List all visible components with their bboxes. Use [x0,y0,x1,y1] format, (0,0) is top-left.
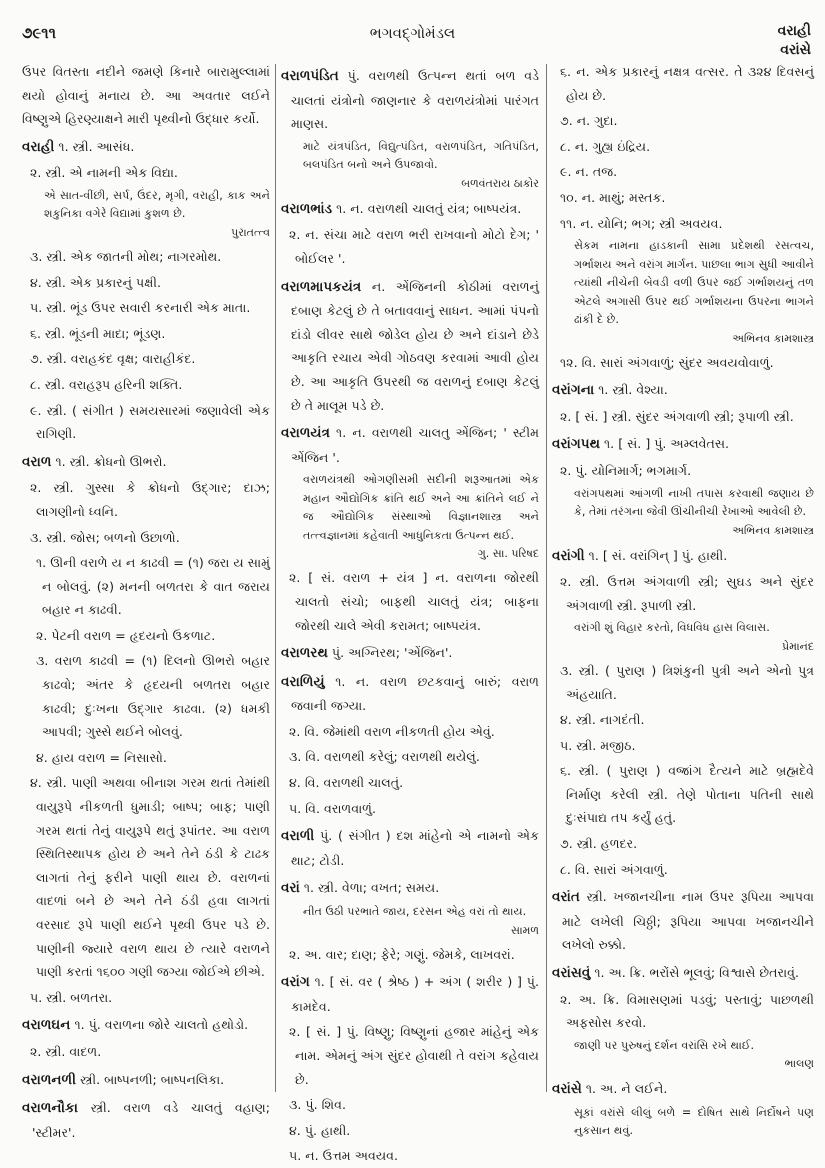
sense-definition [552,60,814,107]
definition-text: ઉપર વિતસ્તા નદીને જમણે કિનારે બારામુલ્લામાં થયો હોવાનું મનાય છે. આ અવતાર લઈને વિષ્ણુએ હિરણ્યાક્ષને મારી પૃથ્વીનો ઉદ્ધાર કર્યો. [22,64,270,127]
running-title: ભગવદ્ગોમંડલ [369,24,456,42]
definition-text: સ્ત્રી. બાષ્પનળી; બાષ્પનલિકા. [80,1071,225,1087]
headword: વરાંગના [552,382,595,399]
definition-text: ૩. પું. શિવ. [289,1097,346,1113]
sense-definition [22,322,270,346]
definition-text: ૧. સ્ત્રી. ક્રોધનો ઊભરો. [55,453,167,469]
definition-text: ૧. અ. ને લઈને. [585,1081,668,1097]
headword: વરાળિયું [281,673,325,690]
page-number: ૭૯૧૧ [22,24,57,42]
definition-text: ન. એંજિનની કોઠીમાં વરાળનું દબાણ કેટલું છે તે બતાવવાનું સાધન. આમાં પંપનો દાંડો લીવર સાથે જોડેલ હોય છે અને દાંડાને છેડે આકૃતિ રચાય એવી ગોઠવણ કરવામાં આવી હોય છે. આ આકૃતિ ઉપરથી જ વરાળનું દબાણ કેટલું છે તે માલૂમ પડે છે. [291,278,539,413]
definition-text: સ્ત્રી. વરાળ વડે ચાલતું વહાણ; 'સ્ટીમર'. [32,1100,270,1140]
sense-definition [552,186,814,210]
dictionary-entry [22,450,270,475]
definition-text: ૨. [ સં. ] પું. વિષ્ણુ; વિષ્ણુનાં હજાર માંહેનું એક નામ. એમનું અંગ સુંદર હોવાથી તે વરાંગ કહેવાય છે. [289,1024,539,1087]
sense-definition [552,659,814,706]
sense-definition [22,161,270,185]
sense-definition [281,797,539,821]
headword: વરાળભાંડ [281,200,333,217]
sense-definition [22,746,270,770]
definition-text: ૧. સ્ત્રી. વેળા; વખત; સમય. [303,880,440,896]
headword: વરાંગી [552,547,585,564]
citation-source: બળવંતરાય ઠાકોર [461,176,539,190]
sense-definition [552,351,814,375]
sense-definition [552,459,814,483]
dictionary-entry [281,670,539,718]
definition-text: ૧. અ. ક્રિ. ભરોંસે ભૂલવું; વિશ્વાસે છેતરાવું. [594,965,799,981]
definition-text: ૨. સ્ત્રી. એ નામની એક વિદ્યા. [30,165,178,181]
sense-definition [281,943,539,967]
definition-text: ૧૨. વિ. સારાં અંગવાળું; સુંદર અવયવોવાળું. [560,354,774,370]
sense-definition [281,566,539,637]
definition-text: ૫. વિ. વરાળવાળું. [289,800,377,816]
definition-text: ૪. સ્ત્રી. નાગદંતી. [560,712,645,728]
sense-definition [552,570,814,617]
sense-definition [22,551,270,622]
definition-text: ૪. વિ. વરાળથી ચાલતું. [289,775,404,791]
sense-definition [22,624,270,648]
headword: વરાંત [552,889,580,906]
citation-source: ભાલણ [784,1057,814,1071]
dictionary-entry [281,970,539,1018]
definition-text: ૯. ન. તજ. [560,164,618,180]
definition-text: ૨. સ્ત્રી. ગુસ્સા કે ક્રોધનો ઉદ્ગાર; દાઝ; લાગણીનો ધ્વનિ. [30,480,270,519]
headword: વરાળપંડિત [281,68,339,84]
definition-text: પું. ( સંગીત ) દશ માંહેનો એ નામનો એક થાટ; ટોડી. [291,828,539,868]
definition-text: ૩. સ્ત્રી. જોસ; બળનો ઉછાળો. [30,529,180,545]
definition-text: ૮. સ્ત્રી. વરાહરૂપ હરિની શક્તિ. [30,376,183,392]
dictionary-columns [0,60,825,1164]
definition-text: ૨. સ્ત્રી. ઉત્તમ અંગવાળી સ્ત્રી; સુઘડ અને સુંદર અંગવાળી સ્ત્રી. રૂપાળી સ્ત્રી. [560,574,814,613]
dictionary-entry [552,1077,814,1102]
column-divider [275,64,276,1092]
definition-text: ૩. સ્ત્રી. ( પુરાણ ) ત્રિશંકુની પુત્રી અને એનો પુત્ર અંહયાતિ. [560,662,814,702]
dictionary-entry [281,421,539,469]
definition-text: ૨. પું. યોનિમાર્ગ; ભગમાર્ગ. [560,463,692,479]
definition-text: ૨. વિ. જેમાંથી વરાળ નીકળતી હોય એવું. [289,723,495,739]
dictionary-entry [22,1013,270,1038]
sense-definition [552,405,814,429]
page-header [0,0,825,60]
dictionary-entry [552,961,814,986]
definition-text: જાણી પર પુરુષનું દર્શન વરાંસિ રખે થાઈ. [574,1038,755,1052]
definition-text: સ્ત્રી. ખજાનચીના નામ ઉપર રૂપિયા આપવા માટે લખેલી ચિઠ્ઠી; રૂપિયા આપવા ખજાનચીને લખેલો રુક્કો. [562,889,814,953]
sense-definition [22,271,270,295]
sense-definition [552,832,814,856]
headword: વરાંગ [281,974,310,991]
continued-paragraph [22,60,270,131]
definition-text: ૧. [ સં. ] પું. અમ્લવેતસ. [604,436,730,452]
definition-text: ૭. ન. ગુદા. [560,113,618,129]
definition-text: ૫. સ્ત્રી. બળતરા. [30,989,113,1005]
guide-word-last: વરાંસે [780,42,811,58]
headword: વરાળમાપકયંત્ર [281,278,362,295]
dictionary-entry [281,641,539,666]
definition-text: ૬. ન. એક પ્રકારનું નક્ષત્ર વત્સર. તે ૩૨૪ દિવસનું હોય છે. [560,64,814,103]
definition-text: પું. વરાળથી ઉત્પન્ન થતાં બળ વડે ચાલતાં યંત્રોનો જાણનાર કે વરાળયંત્રોમાં પારંગત માણસ. [291,68,539,132]
dictionary-entry [552,378,814,403]
citation-source: પુરાતત્ત્વ [231,225,270,239]
citation-quote [552,485,814,540]
definition-text: ૧. [ સં. વર ( શ્રેષ્ઠ ) + અંગ ( શરીર ) ] પું. કામદેવ. [291,974,539,1014]
definition-text: એ સાત-વીંછી, સર્પ, ઉંદર, મૃગી, વરાહી, કાક અને શકુનિકા વગેરે વિદ્યામાં કુશળ છે. [44,188,270,221]
definition-text: ૪. સ્ત્રી. એક પ્રકારનું પક્ષી. [30,274,161,290]
citation-quote [552,1104,814,1141]
definition-text: ૪. પું. હાથી. [289,1122,351,1138]
sense-definition [552,708,814,732]
definition-text: ૭. સ્ત્રી. હળદર. [560,836,638,852]
dictionary-entry [552,544,814,569]
definition-text: સૂકાં વરાંસે લીલું બળે = દોષિત સાથે નિર્દોષને પણ નુકસાન થવું. [574,1105,814,1138]
sense-definition [552,109,814,133]
sense-definition [281,1020,539,1091]
definition-text: ૬. સ્ત્રી. ભૂંડની માદા; ભૂંડણ. [30,325,166,341]
sense-definition [22,373,270,397]
citation-quote [552,619,814,656]
sense-definition [281,1093,539,1117]
definition-text: ૫. સ્ત્રી. મજીઠ. [560,737,636,753]
definition-text: ૧. પું. વરાળના જોરે ચાલતો હથોડો. [74,1017,249,1033]
citation-quote [552,237,814,348]
definition-text: ૧૧. ન. યોનિ; ભગ; સ્ત્રી અવયવ. [560,215,723,231]
sense-definition [552,734,814,758]
dictionary-entry [281,876,539,901]
sense-definition [281,1119,539,1143]
citation-quote [552,1037,814,1074]
sense-definition [552,858,814,882]
definition-text: ૩. વરાળ કાઢવી = (૧) દિલનો ઊભરો બહાર કાઢવો; અંતર કે હૃદયની બળતરા બહાર કાઢવી; દુઃખના ઉદ્ગાર કાઢવા. (૨) ધમકી આપવી; ગુસ્સે થઈને બોલવું. [36,653,270,740]
citation-source: અભિનવ કામશાસ્ત્ર [732,523,814,537]
sense-definition [22,526,270,550]
definition-text: ૧. ન. વરાળ છટકવાનું બારું; વરાળ જવાની જગ્યા. [291,673,539,714]
column-2 [281,60,539,1164]
definition-text: ૨. [ સં. ] સ્ત્રી. સુંદર અંગવાળી સ્ત્રી; રૂપાળી સ્ત્રી. [560,408,794,424]
sense-definition [552,135,814,159]
dictionary-entry [552,432,814,457]
dictionary-entry [281,64,539,136]
definition-text: ૨. અ. ક્રિ. વિમાસણમાં પડવું; પસ્તાવું; પાછળથી અફસોસ કરવો. [560,991,814,1031]
guide-word-first: વરાહી [777,23,811,39]
headword: વરાળયંત્ર [281,425,330,442]
dictionary-entry [552,885,814,957]
headword: વરાળ [22,453,52,470]
definition-text: ૧. સ્ત્રી. આસંધ. [58,138,135,154]
definition-text: ૨. [ સં. વરાળ + યંત્ર ] ન. વરાળના જોરથી ચાલતો સંચો; બાફથી ચાલતું યંત્ર; બાફના જોરથી ચાલે એવી કરામત; બાષ્પયંત્ર. [289,570,539,633]
citation-quote [281,138,539,193]
sense-definition [22,986,270,1010]
sense-definition [22,476,270,523]
definition-text: પું. અગ્નિરથ; 'એંજિન'. [331,645,453,661]
definition-text: ૧. ઊની વરાળે ય ન કાઢવી = (૧) જરા ય સામું ન બોલવું. (૨) મનની બળતરા કે વાત જરાય બહાર ન કાઢવી. [36,555,270,618]
sense-definition [22,649,270,743]
sense-definition [22,245,270,269]
citation-source: પ્રેમાનંદ [782,639,814,653]
citation-quote [281,903,539,940]
sense-definition [281,1144,539,1168]
definition-text: ૮. વિ. સારાં અંગવાળું. [560,861,668,877]
sense-definition [552,988,814,1035]
sense-definition [22,1040,270,1064]
dictionary-entry [281,824,539,872]
definition-text: સેકમ નામના હાડકાની સામા પ્રદેશથી રસત્વચ, ગર્ભાશય અને વરાંગ માર્ગન. પાછલા ભાગ સુધી આવીને ત્યાંથી નીચેની બેવડી વળી ઉપર જઈ ગર્ભાશયનું તળ એટલે અગાસી ઉપર થઈ ગર્ભાશયના ઉપરના ભાગને ઢાંકી દે છે. [574,239,814,327]
headword: વરાળરથ [281,645,328,662]
sense-definition [281,771,539,795]
definition-text: ૫. ન. ઉત્તમ અવયવ. [289,1148,399,1164]
headword: વરાંસવું [552,965,591,982]
definition-text: વરાળયંત્રથી ઓગણીસમી સદીની શરૂઆતમાં એક મહાન ઔદ્યોગિક ક્રાંતિ થઈ અને આ ક્રાંતિને લઈ ને જ ઔદ્યોગિક સંસ્થાઓ વિજ્ઞાનશાસ્ત્ર અને તત્ત્વજ્ઞાનમાં કહેવાતી આધુનિકતા ઉત્પન્ન થઈ. [303,473,539,542]
definition-text: ૨. પેટની વરાળ = હૃદયનો ઉકળાટ. [36,627,216,643]
dictionary-entry [22,1068,270,1093]
sense-definition [552,759,814,830]
sense-definition [22,347,270,371]
citation-quote [281,471,539,563]
definition-text: ૭. સ્ત્રી. વરાહકંદ વૃક્ષ; વારાહીકંદ. [30,351,196,367]
sense-definition [281,720,539,744]
definition-text: ૬. સ્ત્રી. ( પુરાણ ) વજ્રાંગ દૈત્યને માટે બ્રહ્મદેવે નિર્માણ કરેલી સ્ત્રી. તેણે પોતાના પતિની સાથે દુઃસંપાદ્ય તપ કર્યું હતું. [560,763,814,826]
column-3 [552,60,814,1138]
definition-text: ૨. સ્ત્રી. વાદળ. [30,1043,102,1059]
definition-text: વરાંગપથમાં આંગળી નાખી તપાસ કરવાથી જણાય છે કે, તેમાં તરંગના જેવી ઊંચીનીચી રેખાઓ આવેલી છે. [574,486,814,519]
definition-text: ૧. સ્ત્રી. વેશ્યા. [598,382,668,398]
definition-text: ૩. વિ. વરાળથી કરેલું; વરાળથી થયેલું. [289,749,480,765]
sense-definition [22,399,270,446]
guide-words [778,22,811,60]
definition-text: ૩. સ્ત્રી. એક જાતની મોથ; નાગરમોથ. [30,248,222,264]
definition-text: ૫. સ્ત્રી. ભૂંડ ઉપર સવારી કરનારી એક માતા. [30,300,251,316]
citation-source: ગુ. સા. પરિષદ [477,547,539,561]
definition-text: ૧. ન. વરાળથી ચાલતું યંત્ર; બાષ્પયંત્ર. [336,200,522,216]
citation-source: અભિનવ કામશાસ્ત્ર [732,331,814,345]
definition-text: ૧. ન. વરાળથી ચાલતુ એંજિન; ' સ્ટીમ એંજિન '. [291,425,539,465]
headword: વરાહી [22,138,55,155]
sense-definition [22,296,270,320]
definition-text: ૪. હાય વરાળ = નિસાસો. [36,749,167,765]
sense-definition [22,771,270,983]
definition-text: ૪. સ્ત્રી. પાણી અથવા બીનાશ ગરમ થતાં તેમાંથી વાયુરૂપે નીકળતી ધુમાડી; બાષ્પ; બાફ; પાણી ગરમ થતાં તેનું વાયુરૂપે થતું રૂપાંતર. આ વરાળ સ્થિતિસ્થાપક હોય છે અને તેને ઠંડી કે ટાઢક લાગતાં તેનું ફરીને પાણી થાય છે. વરાળનાં વાદળાં બને છે અને તેને ઠંડી હવા લાગતાં વરસાદ રૂપે પાણી થઈને પૃથ્વી ઉપર પડે છે. પાણીની જ્યારે વરાળ થાય છે ત્યારે વરાળને પાણી કરતાં ૧૬૦૦ ગણી જગ્યા જોઈએ છીએ. [30,775,270,980]
definition-text: વરાંગી શું વિહાર કરતો, વિધવિધ હાસ વિલાસ. [574,621,770,635]
sense-definition [552,160,814,184]
headword: વરાળઘન [22,1017,71,1034]
headword: વરાંગપથ [552,436,600,453]
headword: વરાળનૌકા [22,1100,78,1117]
definition-text: ૮. ન. ગુહ્ય ઇંદ્રિય. [560,138,651,154]
headword: વરાંસે [552,1081,582,1098]
definition-text: ૨. ન. સંચા માટે વરાળ ભરી રાખવાનો મોટો દેગ; ' બોઈલર '. [289,227,539,266]
citation-source: સામળ [511,923,539,937]
definition-text: માટે યંત્રપંડિત, વિદ્યુત્પંડિત, વરાળપંડિત, ગતિપંડિત, બલપંડિત બનો અને ઉપજાવો. [303,139,539,172]
dictionary-entry [281,275,539,418]
sense-definition [281,745,539,769]
definition-text: ૧૦. ન. માથું; મસ્તક. [560,189,666,205]
definition-text: નીત ઉઠી પરભાતે જાય, દરસન એહ વરાં તો થાય. [303,905,527,919]
dictionary-entry [22,1096,270,1144]
sense-definition [552,212,814,236]
headword: વરાં [281,880,300,897]
dictionary-entry [281,197,539,222]
citation-quote [22,187,270,242]
dictionary-entry [22,135,270,160]
column-1 [22,60,270,1140]
column-divider [546,64,547,1092]
sense-definition [281,223,539,270]
headword: વરાળી [281,828,315,845]
definition-text: ૯. સ્ત્રી. ( સંગીત ) સમયસારમાં જણાવેલી એક રાગિણી. [30,402,270,442]
headword: વરાળનળી [22,1071,77,1088]
definition-text: ૨. અ. વાર; દાણ; ફેરે; ગણું. જેમકે, લાખવરાં. [289,946,515,962]
definition-text: ૧. [ સં. વરાંગિન્ ] પું. હાથી. [588,547,728,563]
